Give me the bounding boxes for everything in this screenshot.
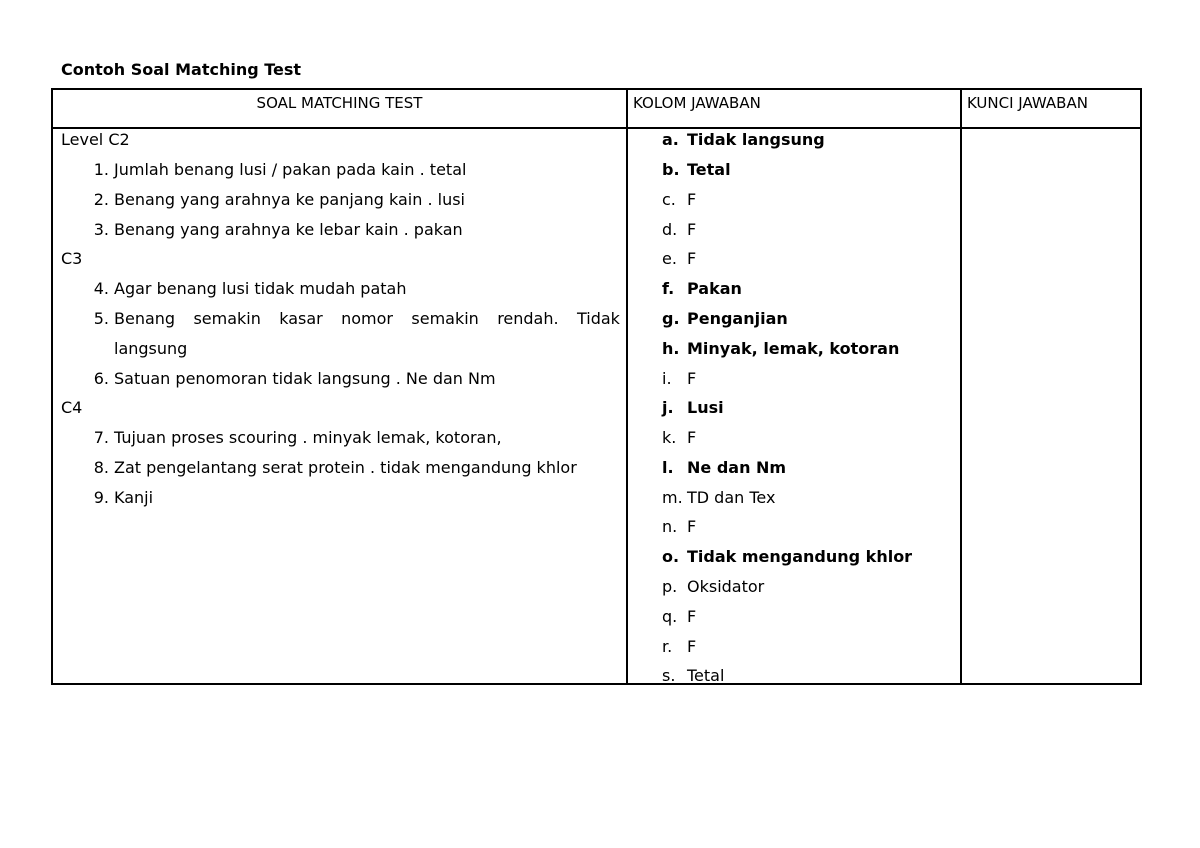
answer-text: F [687,190,697,209]
answer-letter: l. [662,458,674,477]
answer-text: Ne dan Nm [687,458,787,477]
matching-test-table [51,88,1142,685]
question-text-continuation: langsung [114,339,188,358]
answer-letter: i. [662,369,672,388]
answer-letter: e. [662,249,677,268]
answer-letter: s. [662,666,676,685]
answer-letter: f. [662,279,675,298]
question-text: Benang yang arahnya ke lebar kain . pakan [114,220,463,239]
answer-letter: o. [662,547,680,566]
question-word: rendah. [497,309,559,328]
answer-text: Penganjian [687,309,788,328]
question-number: 3. [93,220,109,239]
question-text: Satuan penomoran tidak langsung . Ne dan Nm [114,369,496,388]
answer-text: F [687,249,697,268]
level-label-c2: Level C2 [61,130,130,149]
answer-letter: d. [662,220,678,239]
answer-letter: p. [662,577,678,596]
question-text: Kanji [114,488,154,507]
level-label-c4: C4 [61,398,83,417]
header-kolom-jawaban: KOLOM JAWABAN [633,94,761,112]
answer-letter: n. [662,517,678,536]
question-number: 8. [93,458,109,477]
answer-text: F [687,220,697,239]
answer-text: Tetal [687,160,731,179]
answer-text: Tidak mengandung khlor [687,547,913,566]
answer-letter: a. [662,130,679,149]
question-word: nomor [341,309,394,328]
document-title: Contoh Soal Matching Test [61,60,302,79]
answer-letter: m. [662,488,683,507]
answer-letter: b. [662,160,680,179]
kunci-jawaban-cell [962,129,1140,683]
answer-text: TD dan Tex [687,488,776,507]
question-word: kasar [279,309,323,328]
answer-text: F [687,369,697,388]
answer-text: F [687,517,697,536]
answer-text: F [687,607,697,626]
answer-letter: g. [662,309,680,328]
answer-text: Pakan [687,279,742,298]
answer-text: Oksidator [687,577,765,596]
question-text: Benang yang arahnya ke panjang kain . lusi [114,190,465,209]
question-number: 2. [93,190,109,209]
answer-letter: c. [662,190,676,209]
question-text: Zat pengelantang serat protein . tidak mengandung khlor [114,458,577,477]
answer-letter: h. [662,339,680,358]
question-number: 4. [93,279,109,298]
question-word: Benang [114,309,176,328]
question-number: 1. [93,160,109,179]
answer-text: Tetal [687,666,725,685]
answer-letter: j. [662,398,674,417]
question-number: 9. [93,488,109,507]
column-divider [626,90,628,683]
question-word: semakin [193,309,261,328]
header-kunci-jawaban: KUNCI JAWABAN [967,94,1088,112]
question-number: 7. [93,428,109,447]
answer-letter: k. [662,428,677,447]
answer-letter: q. [662,607,678,626]
answer-text: Minyak, lemak, kotoran [687,339,900,358]
answer-text: Tidak langsung [687,130,825,149]
question-text: Tujuan proses scouring . minyak lemak, kotoran, [114,428,502,447]
level-label-c3: C3 [61,249,83,268]
question-text: Jumlah benang lusi / pakan pada kain . tetal [114,160,467,179]
answer-text: F [687,428,697,447]
question-word: Tidak [576,309,620,328]
question-number: 5. [93,309,109,328]
answer-text: F [687,637,697,656]
question-number: 6. [93,369,109,388]
question-text: Agar benang lusi tidak mudah patah [114,279,407,298]
answer-text: Lusi [687,398,724,417]
question-word: semakin [411,309,479,328]
question-text-justified [114,309,620,329]
answer-letter: r. [662,637,673,656]
header-soal: SOAL MATCHING TEST [256,94,423,112]
